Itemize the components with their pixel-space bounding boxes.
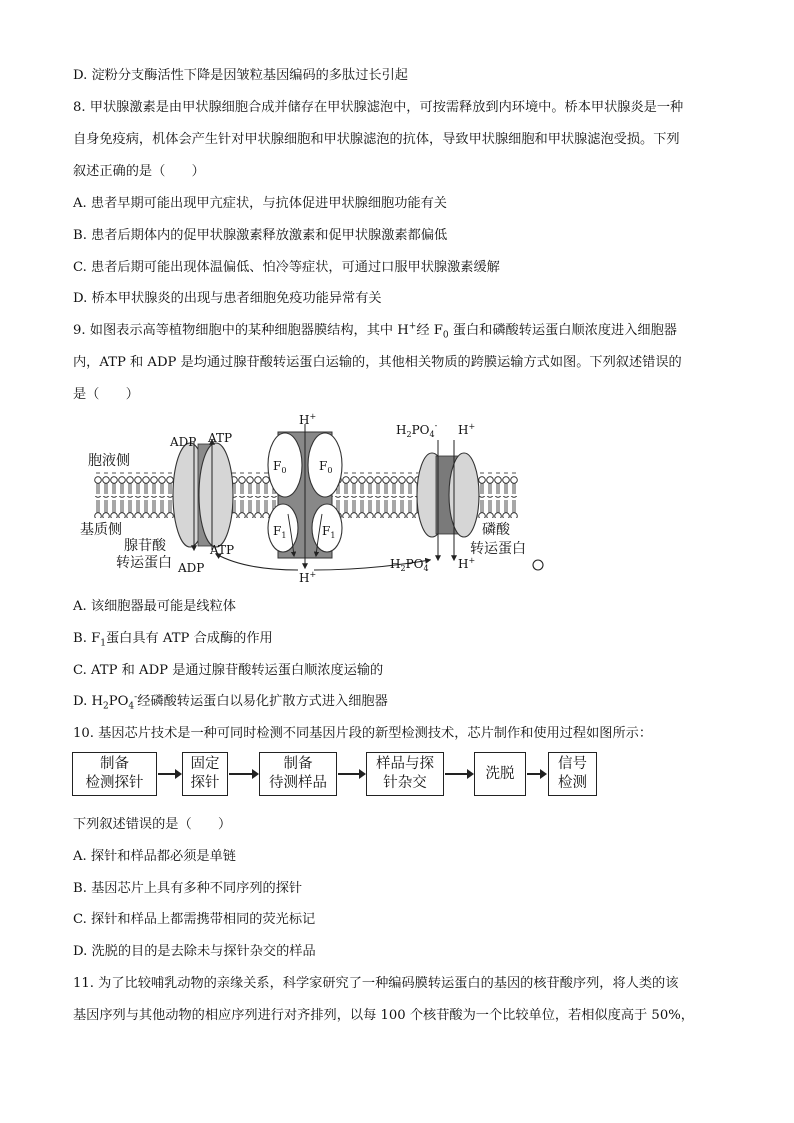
q8-stem-line3: 叙述正确的是（ ） (73, 164, 205, 179)
label-f0-right: $F_0$ (319, 459, 333, 475)
flow-step-wash: 洗脱 (474, 752, 526, 796)
flow-step-prepare-probe: 制备 检测探针 (72, 752, 157, 796)
q10-question: 下列叙述错误的是（ ） (73, 817, 232, 832)
label-h2po4-bottom: $H_2PO_4^-$ (390, 555, 432, 573)
q8-option-d: D. 桥本甲状腺炎的出现与患者细胞免疫功能异常有关 (73, 291, 382, 306)
q9-option-a: A. 该细胞器最可能是线粒体 (73, 599, 236, 614)
q10-option-c: C. 探针和样品上都需携带相同的荧光标记 (73, 912, 316, 927)
label-adp-top: ADP (170, 435, 197, 449)
flow-arrow (445, 773, 472, 775)
label-adp-bottom: ADP (178, 561, 205, 575)
label-phosphate-1: 磷酸 (482, 522, 510, 538)
flow-step-signal-detect: 信号 检测 (548, 752, 597, 796)
q8-option-c: C. 患者后期可能出现体温偏低、怕冷等症状，可通过口服甲状腺激素缓解 (73, 260, 500, 275)
gene-chip-flowchart (72, 752, 602, 800)
q9-option-b: B. $F_1$蛋白具有 ATP 合成酶的作用 (73, 631, 273, 649)
flow-arrow (338, 773, 364, 775)
q8-stem-line1: 8. 甲状腺激素是由甲状腺细胞合成并储存在甲状腺滤泡中，可按需释放到内环境中。桥本甲状腺炎是一种 (73, 100, 684, 115)
label-atp-top: ATP (208, 431, 233, 445)
q11-stem-line1: 11. 为了比较哺乳动物的亲缘关系，科学家研究了一种编码膜转运蛋白的基因的核苷酸序列，将人类的该 (73, 976, 679, 991)
q10-option-b: B. 基因芯片上具有多种不同序列的探针 (73, 881, 303, 896)
small-circle-mark (533, 560, 543, 570)
flow-arrow (229, 773, 257, 775)
flow-arrow (158, 773, 180, 775)
label-f1-left: $F_1$ (273, 524, 287, 540)
label-h-phosphate-bottom: H+ (458, 556, 476, 571)
q9-stem-line1: 9. 如图表示高等植物细胞中的某种细胞器膜结构，其中 H+经 $F_0$ 蛋白和磷酸转运蛋白顺浓度进入细胞器 (73, 321, 677, 341)
flow-step-prepare-sample: 制备 待测样品 (259, 752, 337, 796)
q10-option-a: A. 探针和样品都必须是单链 (73, 849, 236, 864)
label-f1-right: $F_1$ (322, 524, 336, 540)
label-adenylate-2: 转运蛋白 (116, 555, 172, 571)
flow-step-fix-probe: 固定 探针 (182, 752, 228, 796)
membrane-transport-figure (70, 410, 560, 590)
label-adenylate-1: 腺苷酸 (124, 538, 166, 554)
label-h2po4-top: $H_2PO_4^-$ (396, 421, 438, 439)
label-matrix-side: 基质侧 (80, 522, 122, 538)
q9-stem-line3: 是（ ） (73, 387, 139, 402)
q11-stem-line2: 基因序列与其他动物的相应序列进行对齐排列，以每 100 个核苷酸为一个比较单位，若相似度高于 50%， (73, 1008, 694, 1023)
label-h-phosphate-top: H+ (458, 422, 476, 437)
q10-option-d: D. 洗脱的目的是去除未与探针杂交的样品 (73, 944, 316, 959)
flow-step-hybridize: 样品与探 针杂交 (366, 752, 444, 796)
label-vacuole-side: 胞液侧 (88, 453, 130, 469)
q7-option-d: D. 淀粉分支酶活性下降是因皱粒基因编码的多肽过长引起 (73, 68, 408, 83)
q10-stem: 10. 基因芯片技术是一种可同时检测不同基因片段的新型检测技术，芯片制作和使用过程如图所示： (73, 726, 653, 741)
flow-arrow (527, 773, 545, 775)
label-f0-left: $F_0$ (273, 459, 287, 475)
q8-option-a: A. 患者早期可能出现甲亢症状，与抗体促进甲状腺细胞功能有关 (73, 196, 447, 211)
label-phosphate-2: 转运蛋白 (470, 541, 526, 557)
label-h-bottom: H+ (299, 570, 317, 585)
label-atp-bottom: ATP (210, 543, 235, 557)
q9-option-d: D. $H_2PO_4^-$经磷酸转运蛋白以易化扩散方式进入细胞器 (73, 692, 388, 712)
q8-option-b: B. 患者后期体内的促甲状腺激素释放激素和促甲状腺激素都偏低 (73, 228, 448, 243)
q8-stem-line2: 自身免疫病，机体会产生针对甲状腺细胞和甲状腺滤泡的抗体，导致甲状腺细胞和甲状腺滤泡受损。下列 (73, 132, 680, 147)
adenylate-transporter (173, 440, 233, 550)
q9-option-c: C. ATP 和 ADP 是通过腺苷酸转运蛋白顺浓度运输的 (73, 663, 384, 678)
atp-synthase (268, 424, 342, 568)
q9-stem-line2: 内，ATP 和 ADP 是均通过腺苷酸转运蛋白运输的，其他相关物质的跨膜运输方式如图。下列叙述错误的 (73, 355, 682, 370)
label-h-top: H+ (299, 412, 317, 427)
